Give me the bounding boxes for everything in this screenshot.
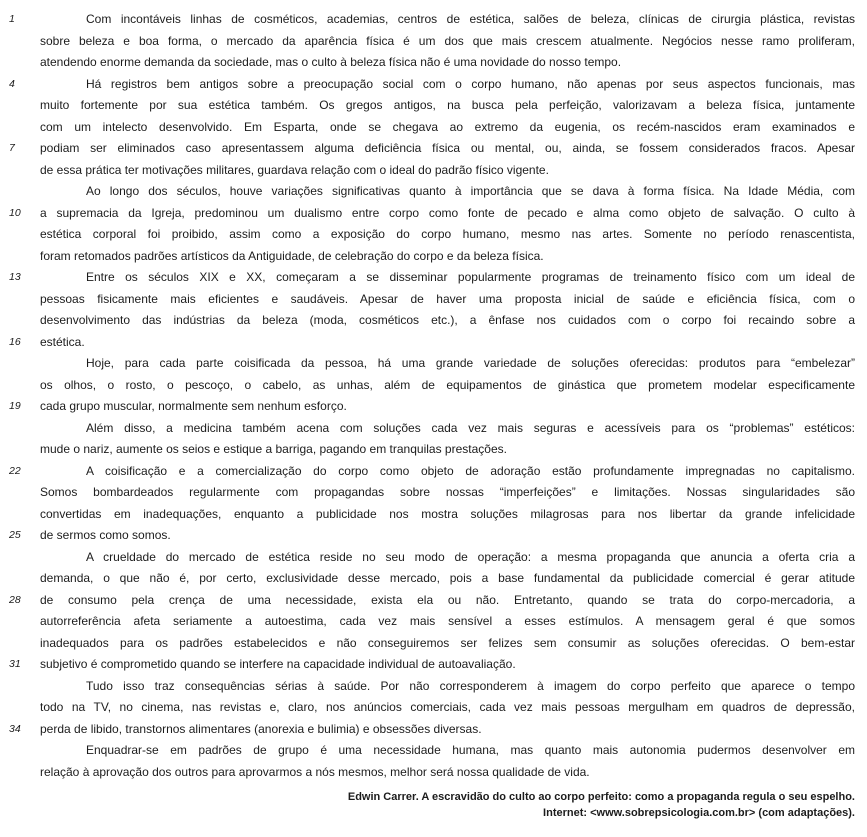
text-line-content: subjetivo é comprometido quando se interfere na capacidade individual de autoavaliação.: [40, 657, 516, 671]
text-line-content: Tudo isso traz consequências sérias à saúde. Por não corresponderem à imagem do corpo perfeito que aparece o tempo: [86, 678, 855, 693]
line-number: [0, 697, 40, 719]
line-number: [0, 375, 40, 397]
line-number: [0, 52, 40, 74]
text-body: [0, 9, 867, 783]
text-line-content: demanda, o que não é, por certo, exclusividade desse mercado, pois a base fundamental da publicidade comercial é gerar atitude: [40, 571, 855, 585]
line-number: [0, 117, 40, 139]
line-number: [0, 633, 40, 655]
line-number: [0, 611, 40, 633]
text-line-content: sobre beleza e boa forma, o mercado da aparência física é um dos que mais crescem atualmente. Negócios nesse ramo proliferam,: [40, 33, 855, 48]
text-line-content: Com incontáveis linhas de cosméticos, academias, centros de estética, salões de beleza, clínicas de cirurgia plástica, revistas: [86, 12, 855, 26]
text-line-content: convertidas em inadequações, enquanto a publicidade nos mostra soluções milagrosas para nos libertar da grande infelicidade: [40, 506, 855, 521]
line-number: [0, 418, 40, 440]
text-line-content: com um intelecto desenvolvido. Em Esparta, onde se chegava ao extremo da eugenia, os recém-nascidos eram examinados e: [40, 119, 855, 134]
line-number: 13: [9, 271, 21, 283]
text-line: [0, 332, 867, 354]
text-line: [0, 654, 867, 676]
text-line: [0, 611, 867, 633]
text-line-content: podiam ser eliminados caso apresentassem alguma deficiência física ou mental, ou, ainda, se fossem considerados fracos. Apesar: [40, 141, 855, 155]
line-number: [0, 289, 40, 311]
text-line: [0, 719, 867, 741]
line-number: 34: [9, 722, 21, 735]
text-line: [0, 375, 867, 397]
text-line: [0, 267, 867, 289]
line-number: 7: [9, 142, 15, 154]
line-number: 1: [9, 13, 15, 25]
text-line-content: Hoje, para cada parte coisificada da pessoa, há uma grande variedade de soluções oferecidas: produtos para “embelezar”: [86, 356, 855, 370]
line-number: [0, 160, 40, 182]
text-line-content: os olhos, o rosto, o pescoço, o cabelo, as unhas, além de equipamentos de ginástica que prometem modelar especificamente: [40, 377, 855, 392]
text-line: [0, 246, 867, 268]
text-line: [0, 740, 867, 762]
text-line-content: mude o nariz, aumente os seios e estique a barriga, pagando em tranquilas prestações.: [40, 442, 507, 456]
line-number: [0, 439, 40, 461]
text-line-content: A crueldade do mercado de estética reside no seu modo de operação: a mesma propaganda que anuncia a oferta cria a: [86, 549, 855, 564]
text-line-content: atendendo enorme demanda da sociedade, mas o culto à beleza física não é uma novidade do nosso tempo.: [40, 55, 622, 69]
line-number: 16: [9, 335, 21, 348]
text-line: [0, 138, 867, 160]
line-number: 31: [9, 658, 21, 670]
text-line-content: a supremacia da Igreja, predominou um dualismo entre corpo como fonte de pecado e alma como objeto de salvação. O culto à: [40, 205, 855, 220]
line-number: [0, 95, 40, 117]
text-line: [0, 160, 867, 182]
citation-url: Internet: <www.sobrepsicologia.com.br> (com adaptações).: [543, 807, 855, 819]
line-number: 25: [9, 529, 21, 541]
line-number: [0, 568, 40, 590]
text-line: [0, 697, 867, 719]
text-line-content: Há registros bem antigos sobre a preocupação social com o corpo humano, não apenas por seus aspectos funcionais, mas: [86, 76, 855, 91]
citation: [0, 789, 867, 821]
text-line-content: A coisificação e a comercialização do corpo como objeto de adoração estão profundamente impregnadas no capitalismo.: [86, 463, 855, 478]
text-line: [0, 482, 867, 504]
text-line: [0, 203, 867, 225]
line-number: [0, 246, 40, 268]
text-line-content: estética.: [40, 334, 85, 349]
line-number: [0, 181, 40, 203]
text-line: [0, 439, 867, 461]
text-line-content: Além disso, a medicina também acena com soluções cada vez mais seguras e acessíveis para os “problemas” estéticos:: [86, 420, 855, 435]
text-line-content: Enquadrar-se em padrões de grupo é uma necessidade humana, mas quanto mais autonomia pudermos desenvolver em: [86, 743, 855, 757]
line-number: 4: [9, 77, 15, 90]
line-number: [0, 310, 40, 332]
text-line: [0, 418, 867, 440]
line-number: [0, 762, 40, 784]
text-line-content: de consumo pela crença de uma necessidade, exista ela ou não. Entretanto, quando se trata do corpo-mercadoria, a: [40, 592, 855, 607]
line-number: 28: [9, 593, 21, 606]
line-number: [0, 31, 40, 53]
text-line-content: de sermos como somos.: [40, 528, 171, 542]
text-line: [0, 310, 867, 332]
text-line: [0, 95, 867, 117]
citation-source: Edwin Carrer. A escravidão do culto ao corpo perfeito: como a propaganda regula o seu espelho.: [347, 791, 855, 803]
text-line: [0, 353, 867, 375]
line-number: [0, 504, 40, 526]
text-line: [0, 762, 867, 784]
text-line: [0, 117, 867, 139]
text-line-content: de essa prática ter motivações militares, guardava relação com o ideal do padrão físico vigente.: [40, 162, 549, 177]
text-line-content: todo na TV, no cinema, nas revistas e, claro, nos anúncios comerciais, cada vez mais pessoas mergulham em quadros de depressão,: [40, 700, 855, 714]
text-line: [0, 525, 867, 547]
text-line-content: inadequados para os padrões estabelecidos e não conseguiremos ser felizes sem consumir as soluções oferecidas. O bem-estar: [40, 635, 855, 650]
text-line-content: autorreferência afeta seriamente a autoestima, cada vez mais sensível a esses estímulos. A mensagem geral é que somos: [40, 614, 855, 628]
text-line-content: muito fortemente por sua estética também. Os gregos antigos, na busca pela perfeição, valorizavam a beleza física, juntamente: [40, 98, 855, 112]
text-line-content: estética corporal foi proibido, assim como a exposição do corpo humano, mesmo nas artes. Somente no período renascentista,: [40, 227, 855, 241]
text-line: [0, 289, 867, 311]
line-number: [0, 224, 40, 246]
line-number: [0, 740, 40, 762]
line-number: [0, 676, 40, 698]
text-line: [0, 9, 867, 31]
text-line: [0, 396, 867, 418]
text-line: [0, 52, 867, 74]
text-line: [0, 676, 867, 698]
text-line-content: Entre os séculos XIX e XX, começaram a se disseminar popularmente programas de treinamento físico com um ideal de: [86, 270, 855, 284]
line-number: 10: [9, 206, 21, 219]
line-number: 19: [9, 400, 21, 412]
text-line-content: cada grupo muscular, normalmente sem nenhum esforço.: [40, 399, 347, 413]
text-line: [0, 547, 867, 569]
line-number: 22: [9, 464, 21, 477]
text-line: [0, 74, 867, 96]
text-line-content: relação à aprovação dos outros para aprovarmos a nós mesmos, melhor será nossa qualidade de vida.: [40, 764, 590, 779]
text-line-content: desenvolvimento das indústrias da beleza (moda, cosméticos etc.), a ênfase nos cuidados com o corpo foi recaindo sobre a: [40, 313, 855, 327]
text-line-content: foram retomados padrões artísticos da Antiguidade, de celebração do corpo e da beleza física.: [40, 248, 544, 263]
text-line: [0, 504, 867, 526]
text-line: [0, 633, 867, 655]
text-line-content: Somos bombardeados regularmente com propagandas sobre nossas “imperfeições” e limitações. Nossas singularidades são: [40, 485, 855, 499]
line-number: [0, 482, 40, 504]
text-line: [0, 31, 867, 53]
text-line: [0, 224, 867, 246]
text-line-content: perda de libido, transtornos alimentares (anorexia e bulimia) e obsessões diversas.: [40, 721, 482, 736]
line-number: [0, 353, 40, 375]
text-line: [0, 181, 867, 203]
text-line-content: Ao longo dos séculos, houve variações significativas quanto à importância que se dava à forma física. Na Idade Média, com: [86, 184, 855, 198]
text-line-content: pessoas fisicamente mais eficientes e saudáveis. Apesar de haver uma proposta inicial de saúde e eficiência física, com o: [40, 291, 855, 306]
text-line: [0, 568, 867, 590]
line-number: [0, 547, 40, 569]
text-line: [0, 590, 867, 612]
text-line: [0, 461, 867, 483]
